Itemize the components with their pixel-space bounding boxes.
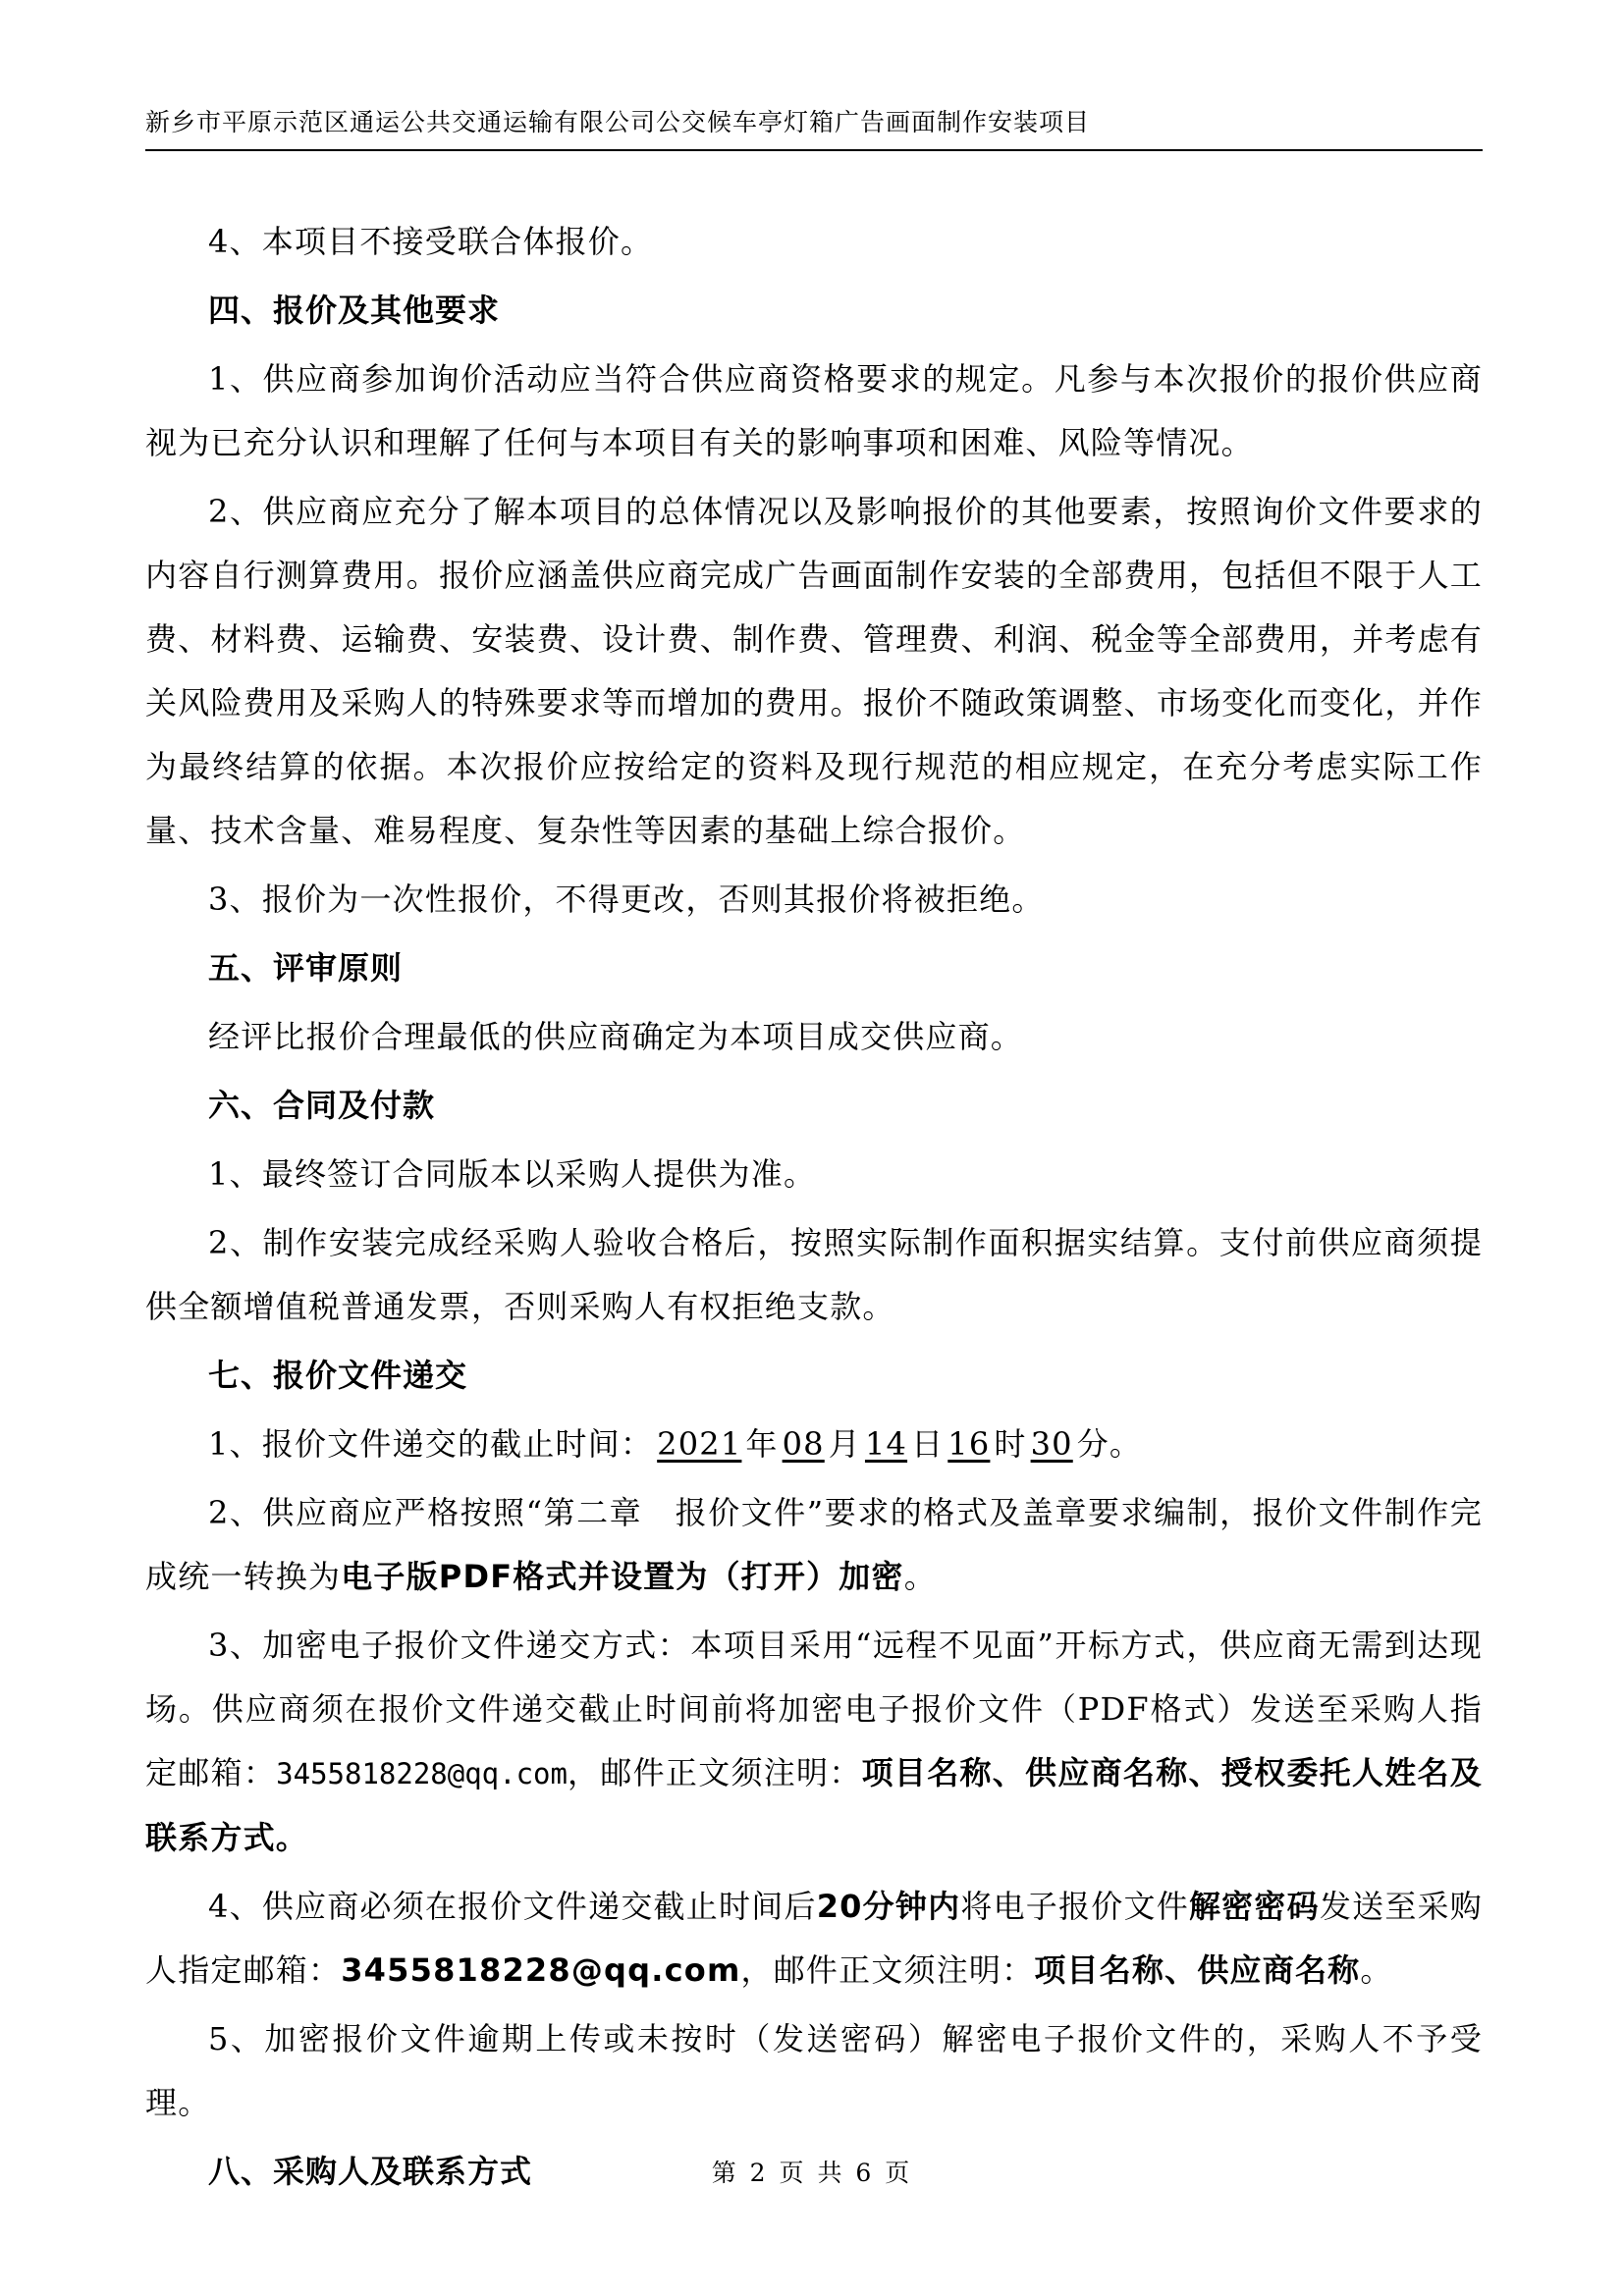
- section-6-paragraph-2: 2、制作安装完成经采购人验收合格后，按照实际制作面积据实结算。支付前供应商须提供全额增值税普通发票，否则采购人有权拒绝支款。: [145, 1224, 1483, 1325]
- page-number: 第 2 页 共 6 页: [711, 2159, 913, 2187]
- section-7-deadline: [145, 1413, 1483, 1476]
- section-7-heading: 七、报价文件递交: [208, 1357, 468, 1394]
- deadline-month-unit: 月: [828, 1425, 861, 1463]
- section-4-paragraph-1: 1、供应商参加询价活动应当符合供应商资格要求的规定。凡参与本次报价的报价供应商视为已充分认识和理解了任何与本项目有关的影响事项和困难、风险等情况。: [145, 360, 1483, 461]
- section-7-paragraph-5: 5、加密报价文件逾期上传或未按时（发送密码）解密电子报价文件的，采购人不予受理。: [145, 2020, 1483, 2121]
- deadline-year: 2021: [657, 1425, 742, 1463]
- section-7-paragraph-4: [145, 1875, 1483, 2002]
- deadline-minute: 30: [1030, 1425, 1073, 1463]
- password-text-4: ，邮件正文须注明：: [740, 1951, 1035, 1989]
- deadline-prefix: 1、报价文件递交的截止时间：: [208, 1425, 654, 1463]
- section-4-heading: 四、报价及其他要求: [208, 292, 501, 329]
- format-requirement-text: 2、供应商应严格按照“第二章 报价文件”要求的格式及盖章要求编制，报价文件制作完成统一转换为: [145, 1494, 1483, 1595]
- section-4-paragraph-2: 2、供应商应充分了解本项目的总体情况以及影响报价的其他要素，按照询价文件要求的内容自行测算费用。报价应涵盖供应商完成广告画面制作安装的全部费用，包括但不限于人工费、材料费、运输费、安装费、设计费、制作费、管理费、利润、税金等全部费用，并考虑有关风险费用及采购人的特殊要求等而增加的费用。报价不随政策调整、市场变化而变化，并作为最终结算的依据。本次报价应按给定的资料及现行规范的相应规定，在充分考虑实际工作量、技术含量、难易程度、复杂性等因素的基础上综合报价。: [145, 493, 1483, 849]
- password-text-1: 4、供应商必须在报价文件递交截止时间后: [208, 1888, 817, 1925]
- password-bold-3: 项目名称、供应商名称: [1034, 1951, 1361, 1989]
- section-6-heading: 六、合同及付款: [208, 1087, 436, 1124]
- format-requirement-end: 。: [903, 1558, 937, 1595]
- password-text-2: 将电子报价文件: [960, 1888, 1189, 1925]
- deadline-day-unit: 日: [911, 1425, 945, 1463]
- submission-method-text: 3、加密电子报价文件递交方式：本项目采用“远程不见面”开标方式，供应商无需到达现场。供应商须在报价文件递交截止时间前将加密电子报价文件（PDF格式）发送至采购人指定邮箱：: [145, 1627, 1483, 1791]
- paragraph-consortium: 4、本项目不接受联合体报价。: [208, 223, 654, 260]
- section-4-paragraph-3: 3、报价为一次性报价，不得更改，否则其报价将被拒绝。: [208, 881, 1045, 918]
- deadline-hour: 16: [947, 1425, 991, 1463]
- password-text-5: 。: [1360, 1951, 1393, 1989]
- deadline-day: 14: [864, 1425, 908, 1463]
- deadline-month: 08: [782, 1425, 825, 1463]
- submission-method-bold: 项目名称、供应商名称、授权委托人姓名及联系方式。: [145, 1754, 1483, 1856]
- header-divider: [145, 149, 1483, 151]
- page-header: 新乡市平原示范区通运公共交通运输有限公司公交候车亭灯箱广告画面制作安装项目: [145, 108, 1091, 136]
- section-5-paragraph-1: 经评比报价合理最低的供应商确定为本项目成交供应商。: [208, 1018, 1024, 1055]
- deadline-year-unit: 年: [745, 1425, 779, 1463]
- password-bold-1: 20分钟内: [816, 1888, 961, 1925]
- submission-method-mid: ，邮件正文须注明：: [567, 1754, 862, 1791]
- section-5-heading: 五、评审原则: [208, 949, 404, 987]
- section-7-paragraph-2: [145, 1481, 1483, 1609]
- section-7-paragraph-3: [145, 1614, 1483, 1870]
- section-8-heading: 八、采购人及联系方式: [208, 2153, 533, 2190]
- deadline-hour-unit: 时: [994, 1425, 1027, 1463]
- document-body: [145, 210, 1483, 2209]
- submission-email: 3455818228@qq.com: [276, 1757, 568, 1790]
- deadline-minute-unit: 分。: [1076, 1425, 1143, 1463]
- format-requirement-bold: 电子版PDF格式并设置为（打开）加密: [341, 1558, 904, 1595]
- password-bold-2: 解密密码: [1188, 1888, 1320, 1925]
- password-email: 3455818228@qq.com: [341, 1951, 741, 1989]
- section-6-paragraph-1: 1、最终签订合同版本以采购人提供为准。: [208, 1155, 817, 1193]
- password-text-3: 发送至采购人指定邮箱：: [145, 1888, 1483, 1989]
